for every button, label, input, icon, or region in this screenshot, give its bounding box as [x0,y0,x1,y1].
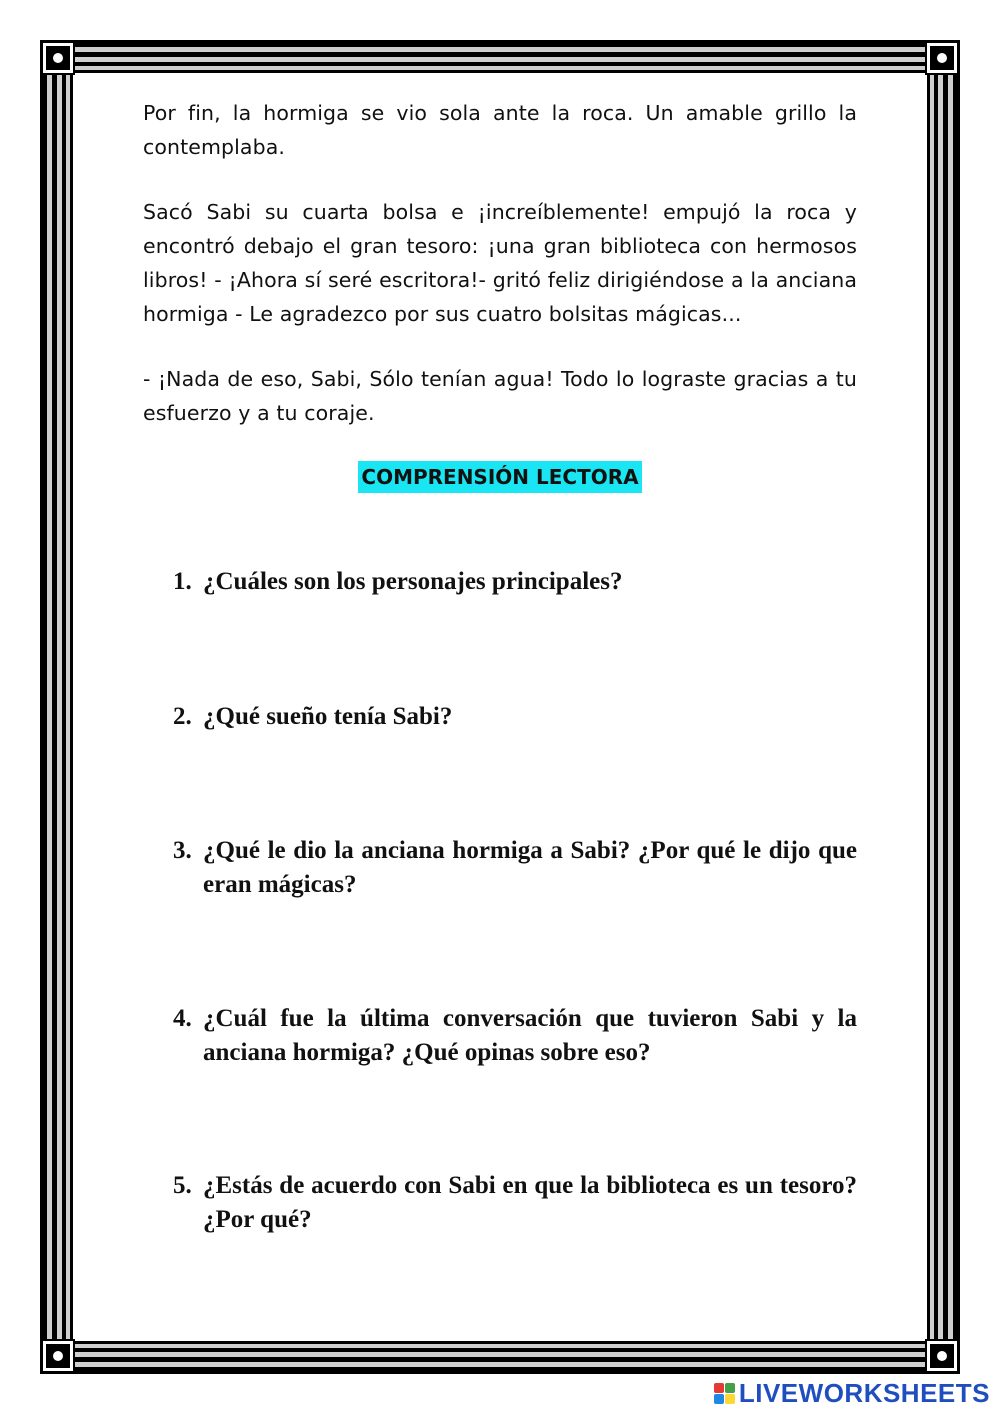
question-number: 2. [173,703,192,730]
story-paragraph: Sacó Sabi su cuarta bolsa e ¡increíblemente! empujó la roca y encontró debajo el gran tesoro: ¡una gran biblioteca con hermosos libros! - ¡Ahora sí seré escritora!- gritó feliz dirigiéndose a la anciana hormiga - Le agradezco por sus cuatro bolsitas mágicas... [143,200,857,326]
liveworksheets-brand[interactable] [714,1376,990,1410]
story-text [143,96,857,493]
question-text: ¿Cuáles son los personajes principales? [203,568,623,595]
question-number: 4. [173,1005,192,1032]
question-text: ¿Cuál fue la última conversación que tuvieron Sabi y la anciana hormiga? ¿Qué opinas sobre eso? [203,1005,857,1066]
section-title: COMPRENSIÓN LECTORA [358,461,641,493]
story-paragraph: Por fin, la hormiga se vio sola ante la roca. Un amable grillo la contemplaba. [143,101,857,159]
question-number: 1. [173,568,192,595]
frame-corner-ornament-icon [927,43,957,73]
question-number: 5. [173,1172,192,1199]
question-item [173,834,857,902]
frame-corner-ornament-icon [927,1341,957,1371]
question-number: 3. [173,837,192,864]
section-title-wrap [143,461,857,493]
liveworksheets-logo-icon [714,1383,735,1404]
question-text: ¿Qué le dio la anciana hormiga a Sabi? ¿Por qué le dijo que eran mágicas? [203,837,857,898]
question-text: ¿Estás de acuerdo con Sabi en que la biblioteca es un tesoro? ¿Por qué? [203,1172,857,1233]
story-paragraph: - ¡Nada de eso, Sabi, Sólo tenían agua! Todo lo lograste gracias a tu esfuerzo y a tu coraje. [143,367,857,425]
question-item [173,1002,857,1070]
brand-name: LIVEWORKSHEETS [738,1377,990,1408]
frame-corner-ornament-icon [43,43,73,73]
question-item [173,565,857,599]
question-item [173,1169,857,1237]
question-text: ¿Qué sueño tenía Sabi? [203,703,453,730]
frame-corner-ornament-icon [43,1341,73,1371]
question-item [173,700,857,734]
